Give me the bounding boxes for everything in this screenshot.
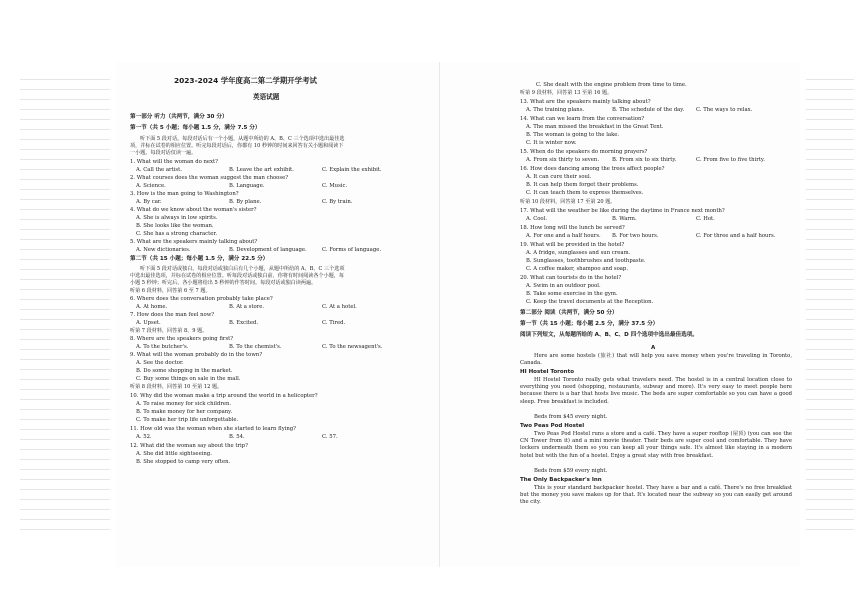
section1-directions: 一小题。每段对话仅读一遍。	[130, 150, 197, 156]
question-5: 5. What are the speakers mainly talking about?	[130, 239, 258, 245]
option-20c: C. Keep the travel documents at the Reception.	[526, 299, 654, 305]
question-10: 10. Why did the woman make a trip around the world in a helicopter?	[130, 393, 318, 399]
option-7c: C. Tired.	[322, 320, 346, 326]
option-14b: B. The woman is going to the lake.	[526, 132, 620, 138]
option-8c: C. To the newsagent's.	[322, 344, 383, 350]
option-7b: B. Excited.	[229, 320, 259, 326]
option-8a: A. To the butcher's.	[136, 344, 189, 350]
question-15: 15. When do the speakers do morning prayers?	[520, 149, 648, 155]
option-15b: B. From six to six thirty.	[612, 157, 677, 163]
option-2c: C. Music.	[322, 183, 348, 189]
option-5a: A. New dictionaries.	[136, 247, 191, 253]
exam-title: 2023-2024 学年度高二第二学期开学考试	[174, 76, 317, 85]
option-3b: B. By plane.	[229, 199, 262, 205]
option-17c: C. Hot.	[696, 216, 715, 222]
question-14: 14. What can we learn from the conversation?	[520, 116, 645, 122]
option-12a: A. She did little sightseeing.	[136, 451, 212, 457]
section2-heading: 第二节（共 15 小题；每小题 1.5 分，满分 22.5 分）	[130, 256, 269, 262]
option-13c: C. The ways to relax.	[696, 107, 753, 113]
left-page	[116, 62, 440, 567]
option-6b: B. At a store.	[229, 304, 265, 310]
part1-heading: 第一部分 听力（共两节，满分 30 分）	[130, 114, 228, 120]
option-9b: B. Do some shopping in the market.	[136, 368, 233, 374]
option-2a: A. Science.	[136, 183, 166, 189]
option-12b: B. She stopped to camp very often.	[136, 459, 231, 465]
option-13a: A. The training plans.	[526, 107, 585, 113]
option-13b: B. The schedule of the day.	[612, 107, 685, 113]
option-6a: A. At home.	[136, 304, 168, 310]
section2-directions: 中选出最佳选项，并标在试卷的相应位置。听每段对话或独白前，你将有时间阅读各个小题，每	[130, 273, 344, 279]
question-3: 3. How is the man going to Washington?	[130, 191, 239, 197]
option-7a: A. Upset.	[136, 320, 161, 326]
question-20: 20. What can tourists do in the hotel?	[520, 275, 622, 281]
option-10a: A. To raise money for sick children.	[136, 401, 232, 407]
question-18: 18. How long will the lunch be served?	[520, 225, 625, 231]
option-18b: B. For two hours.	[612, 233, 659, 239]
option-18a: A. For one and a half hours.	[526, 233, 601, 239]
question-16: 16. How does dancing among the trees affect people?	[520, 166, 665, 172]
option-14c: C. It is winter now.	[526, 140, 577, 146]
option-17a: A. Cool.	[526, 216, 548, 222]
option-6c: C. At a hotel.	[322, 304, 357, 310]
option-1c: C. Explain the exhibit.	[322, 167, 382, 173]
question-9: 9. What will the woman probably do in the town?	[130, 352, 263, 358]
question-12: 12. What did the woman say about the trip?	[130, 443, 248, 449]
material-9-note: 听第 9 段材料，回答第 13 至第 16 题。	[520, 90, 613, 96]
option-10b: B. To make money for her company.	[136, 409, 233, 415]
option-16a: A. It can cure their soul.	[526, 174, 592, 180]
option-11c: C. 57.	[322, 434, 338, 440]
section2-directions: 小题 5 秒钟；听完后，各小题将给出 5 秒钟的作答时间。每段对话或独白读两遍。	[130, 280, 317, 286]
option-8b: B. To the chemist's.	[229, 344, 282, 350]
question-1: 1. What will the woman do next?	[130, 159, 218, 165]
option-19c: C. A coffee maker, shampoo and soap.	[526, 266, 629, 272]
hostel-2-name: Two Peas Pod Hostel	[520, 423, 585, 429]
option-20b: B. Take some exercise in the gym.	[526, 291, 618, 297]
exam-subtitle: 英语试题	[253, 93, 280, 101]
option-10c: C. To make her trip life unforgettable.	[136, 417, 239, 423]
section1-directions: 听下面 5 段对话。每段对话后有一个小题，从题中所给的 A、B、C 三个选项中选出最佳选	[140, 136, 345, 142]
question-4: 4. What do we know about the woman's sister?	[130, 207, 257, 213]
option-19b: B. Sunglasses, toothbrushes and toothpaste.	[526, 258, 646, 264]
option-11b: B. 54.	[229, 434, 245, 440]
hostel-1-description: HI Hostel Toronto really gets what travelers need. The hostel is in a central location close to everything you need (shopping, restaurants, subway and more). It's very easy to meet people here because there is a bar that hosts live music. The beds are super comfortable so you can have a good sleep. Free breakfast is included.	[520, 377, 792, 405]
option-16b: B. It can help them forget their problems.	[526, 182, 639, 188]
option-5b: B. Development of language.	[229, 247, 307, 253]
question-8: 8. Where are the speakers going first?	[130, 336, 234, 342]
option-5c: C. Forms of language.	[322, 247, 382, 253]
hostel-2-price: Beds from $59 every night.	[534, 468, 608, 474]
option-18c: C. For three and a half hours.	[696, 233, 776, 239]
question-7: 7. How does the man feel now?	[130, 312, 215, 318]
option-4c: C. She has a strong character.	[136, 231, 218, 237]
question-2: 2. What courses does the woman suggest the man choose?	[130, 175, 289, 181]
option-1a: A. Call the artist.	[136, 167, 182, 173]
material-8-note: 听第 8 段材料，回答第 10 至第 12 题。	[130, 384, 223, 390]
option-9a: A. See the doctor.	[136, 360, 184, 366]
hostel-2-description: Two Peas Pod Hostel runs a store and a café. They have a super rooftop (屋顶) (you can see the CN Tower from it) and a mini movie theater. Their beds are super cool and comfortable. They have lockers underneath them so you can keep all your things safe. It's almost like staying in a modern hotel but with the fun of a hostel. Enjoy a great stay with free breakfast.	[520, 431, 792, 459]
question-17: 17. What will the weather be like during the daytime in France next month?	[520, 208, 725, 214]
option-1b: B. Leave the art exhibit.	[229, 167, 294, 173]
section2-directions: 听下面 5 段对话或独白。每段对话或独白后有几个小题，从题中所给的 A、B、C 三个选项	[140, 266, 345, 272]
question-11: 11. How old was the woman when she started to learn flying?	[130, 426, 297, 432]
hostel-1-name: HI Hostel Toronto	[520, 369, 574, 375]
hostel-1-price: Beds from $45 every night.	[534, 414, 608, 420]
option-3a: A. By car.	[136, 199, 162, 205]
material-6-note: 听第 6 段材料，回答第 6 至 7 题。	[130, 288, 211, 294]
hostel-3-description: This is your standard backpacker hostel. They have a bar and a café. There's no free breakfast but the money you save makes up for that. It's located near the subway so you can easily get around the city.	[520, 485, 792, 506]
option-3c: C. By train.	[322, 199, 353, 205]
option-4b: B. She looks like the woman.	[136, 223, 214, 229]
scan-bleed-left	[20, 70, 110, 550]
hostel-3-name: The Only Backpacker's Inn	[520, 477, 602, 483]
reading-directions: 阅读下列短文，从每题所给的 A、B、C、D 四个选项中选出最佳选项。	[520, 332, 698, 338]
option-15c: C. From five to five thirty.	[696, 157, 765, 163]
part2-heading: 第二部分 阅读（共两节，满分 50 分）	[520, 310, 618, 316]
question-19: 19. What will be provided in the hotel?	[520, 242, 625, 248]
right-page	[440, 62, 800, 567]
option-14a: A. The man missed the breakfast in the Great Tent.	[526, 124, 664, 130]
question-6: 6. Where does the conversation probably take place?	[130, 296, 273, 302]
option-12c: C. She dealt with the engine problem from time to time.	[536, 82, 687, 88]
scan-bleed-right	[806, 70, 854, 550]
option-17b: B. Warm.	[612, 216, 637, 222]
material-10-note: 听第 10 段材料，回答第 17 至第 20 题。	[520, 199, 616, 205]
option-19a: A. A fridge, sunglasses and sun cream.	[526, 250, 631, 256]
material-7-note: 听第 7 段材料，回答第 8、9 题。	[130, 328, 208, 334]
reading-section1-heading: 第一节（共 15 小题；每小题 2.5 分，满分 37.5 分）	[520, 321, 659, 327]
option-4a: A. She is always in low spirits.	[136, 215, 218, 221]
passage-intro: Here are some hostels (旅社) that will help you save money when you're traveling in Toronto, Canada.	[520, 353, 792, 367]
passage-letter: A	[651, 345, 656, 351]
section1-heading: 第一节（共 5 小题；每小题 1.5 分，满分 7.5 分）	[130, 125, 261, 131]
option-15a: A. From six thirty to seven.	[526, 157, 600, 163]
question-13: 13. What are the speakers mainly talking about?	[520, 99, 651, 105]
section1-directions: 项，并标在试卷的相应位置。听完每段对话后，你都有 10 秒钟的时间来回答有关小题和阅读下	[130, 143, 344, 149]
option-16c: C. It can teach them to express themselves.	[526, 190, 644, 196]
option-20a: A. Swim in an outdoor pool.	[526, 283, 601, 289]
option-9c: C. Buy some things on sale in the mall.	[136, 376, 241, 382]
option-11a: A. 52.	[136, 434, 152, 440]
option-2b: B. Language.	[229, 183, 265, 189]
